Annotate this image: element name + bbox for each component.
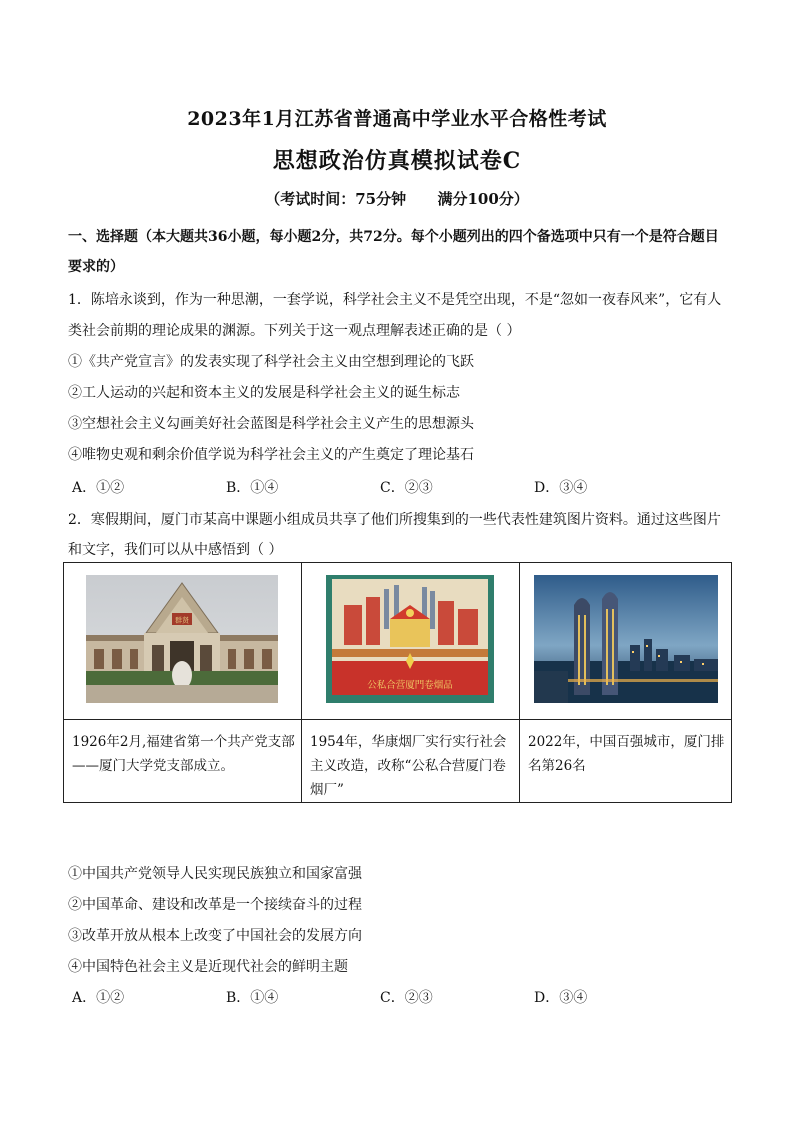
caption-2: 1954年，华康烟厂实行实行社会主义改造，改称“公私合营厦门卷烟厂” bbox=[302, 720, 520, 803]
caption-1: 1926年2月,福建省第一个共产党支部——厦门大学党支部成立。 bbox=[64, 720, 302, 803]
q1-stem-line1: 1．陈培永谈到，作为一种思潮，一套学说，科学社会主义不是凭空出现，不是“忽如一夜春风来”，它有人 bbox=[68, 292, 722, 308]
image-cell-2 bbox=[302, 563, 520, 720]
xiamen-skyline-image bbox=[534, 575, 718, 703]
cigarette-factory-label-image bbox=[326, 575, 494, 703]
plaque-text: 群贤 bbox=[175, 616, 189, 625]
q1-stem-line2: 类社会前期的理论成果的渊源。下列关于这一观点理解表述正确的是（ ） bbox=[68, 323, 521, 339]
q1-statement-4: ④唯物史观和剩余价值学说为科学社会主义的产生奠定了理论基石 bbox=[68, 447, 474, 463]
q2-stem-line2: 和文字，我们可以从中感悟到（ ） bbox=[68, 542, 283, 558]
q2-option-c[interactable]: C．②③ bbox=[380, 990, 433, 1006]
exam-subtitle: 思想政治仿真模拟试卷C bbox=[272, 148, 522, 174]
exam-time-info: （考试时间：75分钟 满分100分） bbox=[265, 190, 529, 208]
exam-title: 2023年1月江苏省普通高中学业水平合格性考试 bbox=[187, 108, 607, 130]
q2-option-b[interactable]: B．①④ bbox=[226, 990, 279, 1006]
image-table bbox=[63, 562, 732, 803]
q1-option-a[interactable]: A．①② bbox=[72, 480, 125, 496]
q1-statement-1: ①《共产党宣言》的发表实现了科学社会主义由空想到理论的飞跃 bbox=[68, 354, 474, 370]
q2-option-a[interactable]: A．①② bbox=[72, 990, 125, 1006]
q1-option-c[interactable]: C．②③ bbox=[380, 480, 433, 496]
q2-statement-4: ④中国特色社会主义是近现代社会的鲜明主题 bbox=[68, 959, 348, 975]
image-cell-1 bbox=[64, 563, 302, 720]
q2-stem-line1: 2．寒假期间，厦门市某高中课题小组成员共享了他们所搜集到的一些代表性建筑图片资料。通过这些图片 bbox=[68, 512, 721, 528]
q2-statement-1: ①中国共产党领导人民实现民族独立和国家富强 bbox=[68, 866, 362, 882]
q1-statement-2: ②工人运动的兴起和资本主义的发展是科学社会主义的诞生标志 bbox=[68, 385, 460, 401]
caption-3: 2022年，中国百强城市，厦门排名第26名 bbox=[520, 720, 732, 803]
q2-statement-3: ③改革开放从根本上改变了中国社会的发展方向 bbox=[68, 928, 362, 944]
q1-option-b[interactable]: B．①④ bbox=[226, 480, 279, 496]
q1-option-d[interactable]: D．③④ bbox=[534, 480, 588, 496]
q2-option-d[interactable]: D．③④ bbox=[534, 990, 588, 1006]
xiamen-university-building-image bbox=[86, 575, 278, 703]
q2-statement-2: ②中国革命、建设和改革是一个接续奋斗的过程 bbox=[68, 897, 362, 913]
q1-statement-3: ③空想社会主义勾画美好社会蓝图是科学社会主义产生的思想源头 bbox=[68, 416, 474, 432]
section-heading: 一、选择题（本大题共36小题，每小题2分，共72分。每个小题列出的四个备选项中只有一个是符合题目要求的） bbox=[68, 229, 719, 275]
image-cell-3 bbox=[520, 563, 732, 720]
label-text: 公私合营厦門卷烟品 bbox=[367, 681, 453, 691]
